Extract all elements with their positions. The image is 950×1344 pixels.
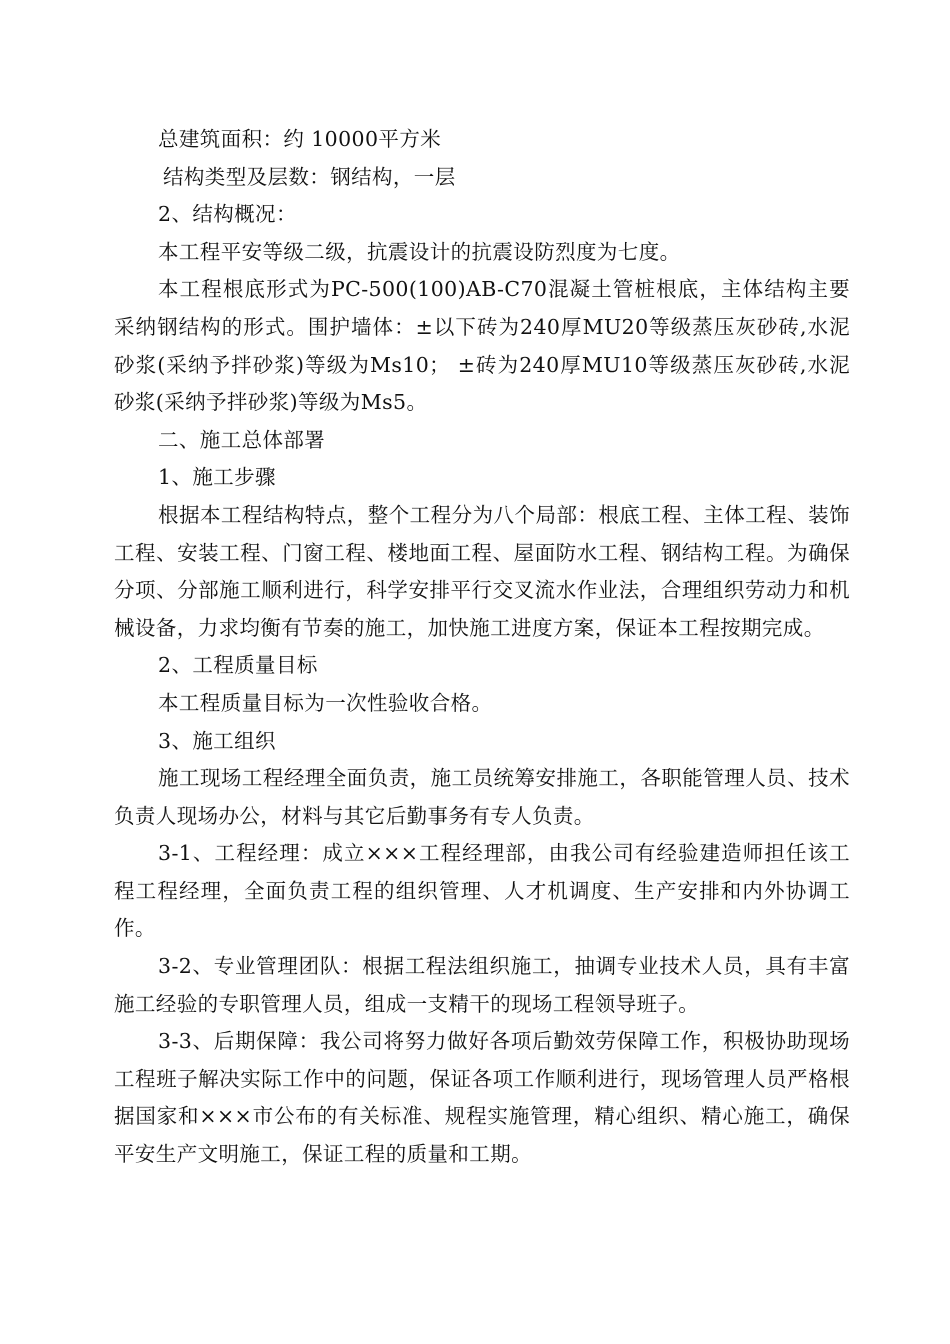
paragraph-site-organization: 施工现场工程经理全面负责，施工员统筹安排施工，各职能管理人员、技术负责人现场办公，材料与其它后勤事务有专人负责。 [114,766,850,828]
total-area-line: 总建筑面积：约 10000平方米 [158,127,442,151]
paragraph-foundation-form: 本工程根底形式为PC-500(100)AB-C70混凝土管桩根底，主体结构主要采纳钢结构的形式。围护墙体：±以下砖为240厚MU20等级蒸压灰砂砖,水泥砂浆(采纳予拌砂浆)等级为Ms10； ±砖为240厚MU10等级蒸压灰砂砖,水泥砂浆(采纳予拌砂浆)等级为Ms5。 [114,277,850,415]
paragraph-safety-level: 本工程平安等级二级，抗震设计的抗震设防烈度为七度。 [158,239,681,264]
section-heading-structure-overview: 2、结构概况： [158,202,297,227]
structure-type-line: 结构类型及层数：钢结构，一层 [163,164,456,189]
paragraph-construction-steps: 根据本工程结构特点，整个工程分为八个局部：根底工程、主体工程、装饰工程、安装工程、门窗工程、楼地面工程、屋面防水工程、钢结构工程。为确保分项、分部施工顺利进行，科学安排平行交叉流水作业法，合理组织劳动力和机械设备，力求均衡有节奏的施工，加快施工进度方案，保证本工程按期完成。 [114,502,850,640]
paragraph-logistics-support: 3-3、后期保障：我公司将努力做好各项后勤效劳保障工作，积极协助现场工程班子解决实际工作中的问题，保证各项工作顺利进行，现场管理人员严格根据国家和×××市公布的有关标准、规程实施管理，精心组织、精心施工，确保平安生产文明施工，保证工程的质量和工期。 [114,1029,850,1167]
section-heading-construction-organization: 3、施工组织 [158,728,276,753]
paragraph-quality-target: 本工程质量目标为一次性验收合格。 [158,690,493,715]
paragraph-management-team: 3-2、专业管理团队：根据工程法组织施工，抽调专业技术人员，具有丰富施工经验的专职管理人员，组成一支精干的现场工程领导班子。 [114,954,850,1016]
paragraph-project-manager: 3-1、工程经理：成立×××工程经理部，由我公司有经验建造师担任该工程工程经理，全面负责工程的组织管理、人才机调度、生产安排和内外协调工作。 [114,841,850,941]
section-heading-construction-deployment: 二、施工总体部署 [158,427,326,452]
section-heading-quality-target: 2、工程质量目标 [158,653,318,678]
document-body [114,121,850,1174]
section-heading-construction-steps: 1、施工步骤 [158,465,276,490]
